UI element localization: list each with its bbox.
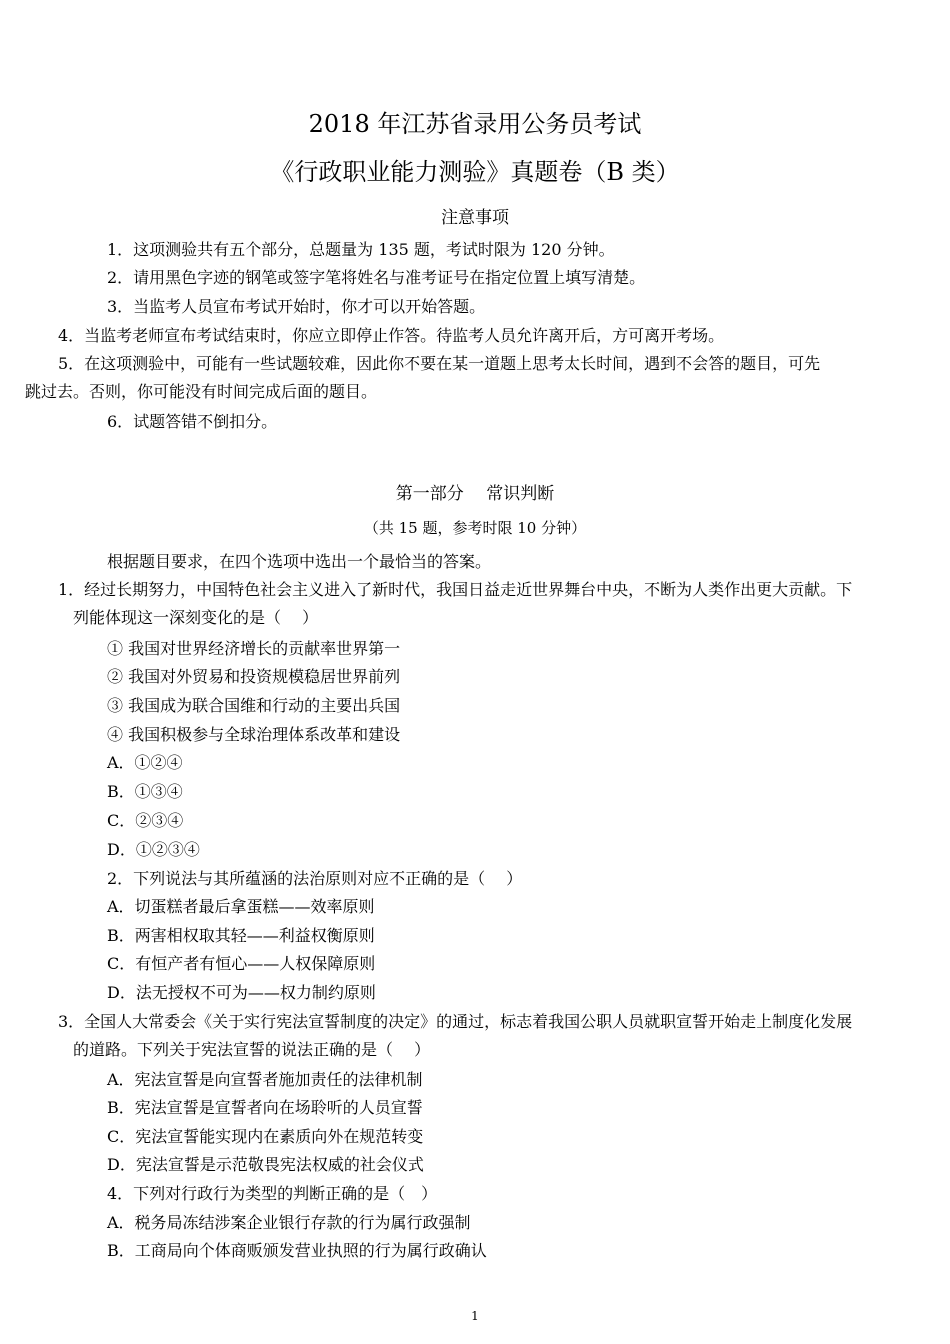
q1-statement-4: ④ 我国积极参与全球治理体系改革和建设 xyxy=(107,725,401,744)
notice-item-2: 2．请用黑色字迹的钢笔或签字笔将姓名与准考证号在指定位置上填写清楚。 xyxy=(107,268,646,287)
q1-option-d: D．①②③④ xyxy=(107,840,200,859)
notice-item-6: 6．试题答错不倒扣分。 xyxy=(107,412,278,431)
notice-item-3: 3．当监考人员宣布考试开始时，你才可以开始答题。 xyxy=(107,297,486,316)
question-3-stem: 3．全国人大常委会《关于实行宪法宣誓制度的决定》的通过，标志着我国公职人员就职宣誓开始走上制度化发展的道路。下列关于宪法宣誓的说法正确的是（ ） xyxy=(58,1012,853,1059)
q3-option-a: A．宪法宣誓是向宣誓者施加责任的法律机制 xyxy=(107,1070,423,1089)
q3-option-d: D．宪法宣誓是示范敬畏宪法权威的社会仪式 xyxy=(107,1155,424,1174)
q1-option-c: C．②③④ xyxy=(107,811,184,830)
question-4-stem: 4．下列对行政行为类型的判断正确的是（ ） xyxy=(107,1184,438,1203)
section-instruction: 根据题目要求，在四个选项中选出一个最恰当的答案。 xyxy=(107,552,492,571)
q2-option-b: B．两害相权取其轻——利益权衡原则 xyxy=(107,926,375,945)
q2-option-d: D．法无授权不可为——权力制约原则 xyxy=(107,983,376,1002)
q4-option-b: B．工商局向个体商贩颁发营业执照的行为属行政确认 xyxy=(107,1241,487,1260)
notice-item-4: 4．当监考老师宣布考试结束时，你应立即停止作答。待监考人员允许离开后，方可离开考场。 xyxy=(58,326,725,345)
section-title: 第一部分 常识判断 xyxy=(395,484,555,504)
q1-statement-1: ① 我国对世界经济增长的贡献率世界第一 xyxy=(107,639,401,658)
q1-option-b: B．①③④ xyxy=(107,782,183,801)
notice-item-5: 5．在这项测验中，可能有一些试题较难，因此你不要在某一道题上思考太长时间，遇到不会答的题目，可先跳过去。否则，你可能没有时间完成后面的题目。 xyxy=(25,354,821,401)
q4-option-a: A．税务局冻结涉案企业银行存款的行为属行政强制 xyxy=(107,1213,471,1232)
q1-statement-2: ② 我国对外贸易和投资规模稳居世界前列 xyxy=(107,667,401,686)
q1-statement-3: ③ 我国成为联合国维和行动的主要出兵国 xyxy=(107,696,401,715)
notice-heading: 注意事项 xyxy=(441,208,509,228)
section-subtitle: （共 15 题，参考时限 10 分钟） xyxy=(363,519,587,537)
q1-option-a: A．①②④ xyxy=(107,753,183,772)
exam-subtitle: 《行政职业能力测验》真题卷（B 类） xyxy=(270,158,680,186)
q2-option-a: A．切蛋糕者最后拿蛋糕——效率原则 xyxy=(107,897,375,916)
question-1-stem: 1．经过长期努力，中国特色社会主义进入了新时代，我国日益走近世界舞台中央，不断为人类作出更大贡献。下列能体现这一深刻变化的是（ ） xyxy=(58,580,853,627)
question-2-stem: 2．下列说法与其所蕴涵的法治原则对应不正确的是（ ） xyxy=(107,869,523,888)
q3-option-b: B．宪法宣誓是宣誓者向在场聆听的人员宣誓 xyxy=(107,1098,423,1117)
exam-title: 2018 年江苏省录用公务员考试 xyxy=(308,110,642,138)
notice-item-1: 1．这项测验共有五个部分，总题量为 135 题，考试时限为 120 分钟。 xyxy=(107,240,615,259)
q3-option-c: C．宪法宣誓能实现内在素质向外在规范转变 xyxy=(107,1127,424,1146)
page-number: 1 xyxy=(471,1309,479,1323)
q2-option-c: C．有恒产者有恒心——人权保障原则 xyxy=(107,954,376,973)
